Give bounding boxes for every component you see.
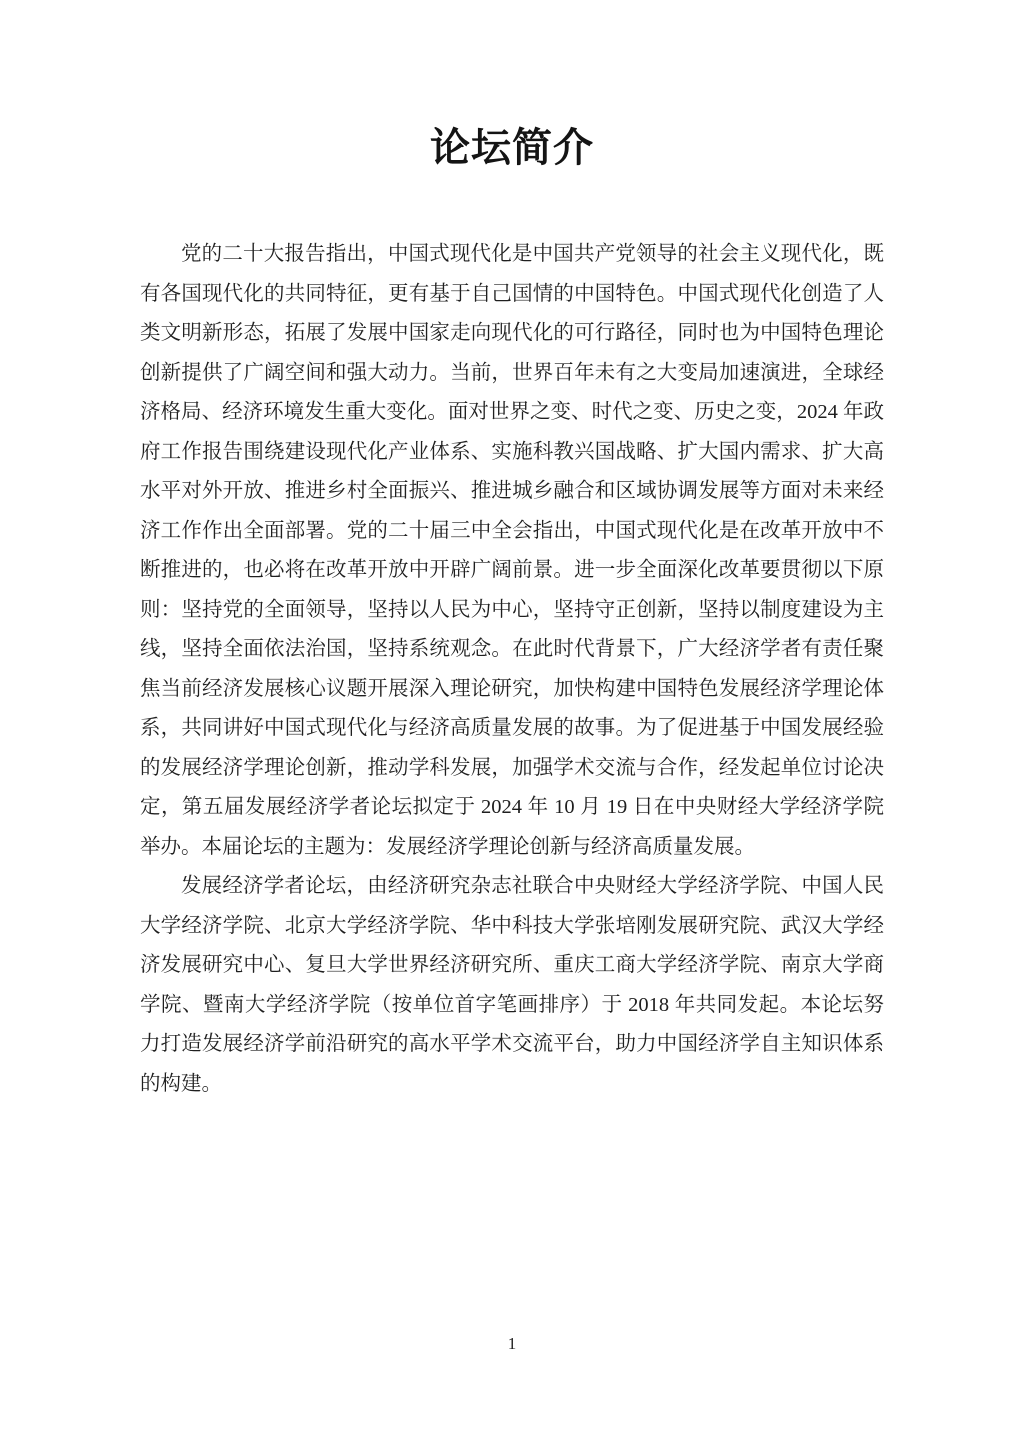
paragraph-forum-founders: 发展经济学者论坛，由经济研究杂志社联合中央财经大学经济学院、中国人民大学经济学院、北京大学经济学院、华中科技大学张培刚发展研究院、武汉大学经济发展研究中心、复旦大学世界经济研究所、重庆工商大学经济学院、南京大学商学院、暨南大学经济学院（按单位首字笔画排序）于 2018 年共同发起。本论坛努力打造发展经济学前沿研究的高水平学术交流平台，助力中国经济学自主知识体系的构建。	[140, 875, 884, 1095]
page-number: 1	[507, 1334, 517, 1353]
document-body	[140, 235, 884, 1104]
page-title: 论坛简介	[430, 126, 594, 170]
paragraph-forum-background: 党的二十大报告指出，中国式现代化是中国共产党领导的社会主义现代化，既有各国现代化的共同特征，更有基于自己国情的中国特色。中国式现代化创造了人类文明新形态，拓展了发展中国家走向现代化的可行路径，同时也为中国特色理论创新提供了广阔空间和强大动力。当前，世界百年未有之大变局加速演进，全球经济格局、经济环境发生重大变化。面对世界之变、时代之变、历史之变，2024 年政府工作报告围绕建设现代化产业体系、实施科教兴国战略、扩大国内需求、扩大高水平对外开放、推进乡村全面振兴、推进城乡融合和区域协调发展等方面对未来经济工作作出全面部署。党的二十届三中全会指出，中国式现代化是在改革开放中不断推进的，也必将在改革开放中开辟广阔前景。进一步全面深化改革要贯彻以下原则：坚持党的全面领导，坚持以人民为中心，坚持守正创新，坚持以制度建设为主线，坚持全面依法治国，坚持系统观念。在此时代背景下，广大经济学者有责任聚焦当前经济发展核心议题开展深入理论研究，加快构建中国特色发展经济学理论体系，共同讲好中国式现代化与经济高质量发展的故事。为了促进基于中国发展经验的发展经济学理论创新，推动学科发展，加强学术交流与合作，经发起单位讨论决定，第五届发展经济学者论坛拟定于 2024 年 10 月 19 日在中央财经大学经济学院举办。本届论坛的主题为：发展经济学理论创新与经济高质量发展。	[140, 243, 884, 858]
